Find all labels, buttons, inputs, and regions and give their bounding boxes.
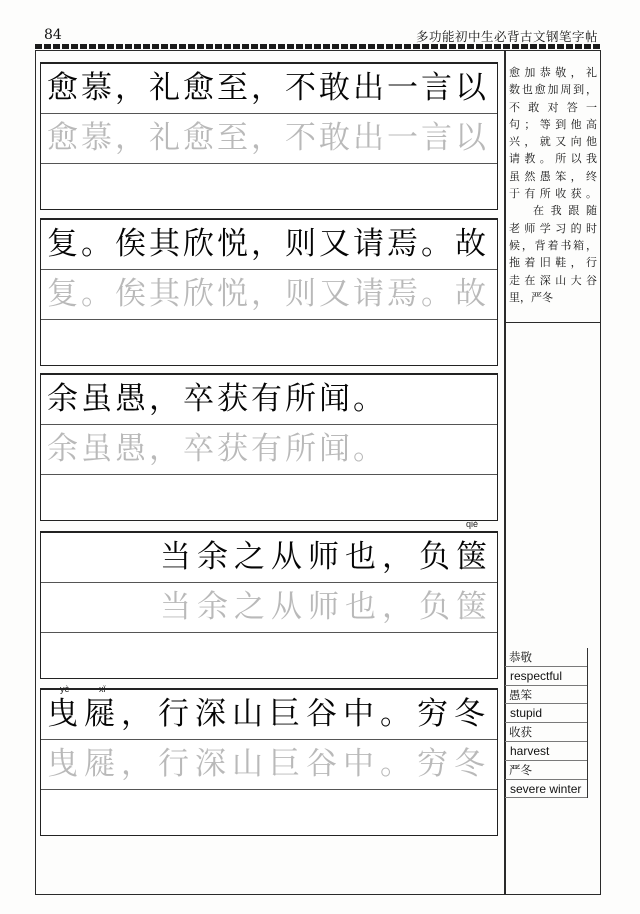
practice-block-3 — [40, 373, 498, 521]
trace-row: 复。俟其欣悦，则又请焉。故 — [41, 270, 497, 320]
practice-block-5 — [40, 684, 498, 836]
blank-practice-row — [41, 475, 497, 519]
glossary-definition: stupid — [505, 704, 587, 723]
translation-line: 数也愈加周到， — [509, 83, 597, 97]
pinyin-annotation: yè — [60, 684, 70, 694]
practice-block-2 — [40, 218, 498, 366]
blank-practice-row — [41, 633, 497, 677]
model-row: 愈慕，礼愈至，不敢出一言以 — [41, 64, 497, 114]
translation-line: 里，严冬 — [509, 290, 553, 304]
translation-line: 拖着旧鞋，行 — [509, 256, 597, 270]
glossary-term: 严冬 — [505, 761, 587, 780]
translation-sidebar — [509, 64, 597, 306]
trace-row: 余虽愚，卒获有所闻。 — [41, 425, 497, 475]
translation-line: 于有所收获。 — [509, 187, 597, 201]
translation-line: 愈加恭敬，礼 — [509, 66, 597, 79]
glossary-definition: severe winter — [505, 780, 587, 799]
model-row: 复。俟其欣悦，则又请焉。故 — [41, 220, 497, 270]
translation-line: 候，背着书箱， — [509, 238, 597, 252]
running-title: 多功能初中生必背古文钢笔字帖 — [415, 29, 598, 44]
page-number: 84 — [44, 27, 62, 43]
translation-line: 请教。所以我 — [509, 152, 597, 166]
practice-block-4 — [40, 519, 498, 679]
blank-practice-row — [41, 164, 497, 208]
model-row: 余虽愚，卒获有所闻。 — [41, 375, 497, 425]
sidebar-rule — [505, 322, 600, 323]
trace-row: 曳屣，行深山巨谷中。穷冬 — [41, 740, 497, 790]
translation-line: 虽然愚笨，终 — [509, 169, 597, 183]
blank-practice-row — [41, 790, 497, 834]
translation-line: 句；等到他高 — [509, 117, 597, 131]
glossary-term: 收获 — [505, 723, 587, 742]
glossary-term: 愚笨 — [505, 686, 587, 705]
translation-line: 在我跟随 — [533, 204, 597, 218]
glossary-definition: harvest — [505, 742, 587, 761]
blank-practice-row — [41, 320, 497, 364]
glossary-term: 恭敬 — [505, 648, 587, 667]
model-row: 当余之从师也，负箧 — [41, 533, 497, 583]
trace-row: 愈慕，礼愈至，不敢出一言以 — [41, 114, 497, 164]
translation-line: 老师学习的时 — [509, 221, 597, 235]
practice-block-1 — [40, 62, 498, 210]
pinyin-annotation: qiè — [466, 519, 479, 529]
glossary — [505, 648, 588, 798]
decorative-border — [35, 44, 601, 49]
translation-line: 兴，就又向他 — [509, 135, 597, 149]
translation-line: 走在深山大谷 — [509, 273, 597, 287]
translation-line: 不敢对答一 — [509, 100, 597, 114]
model-row: 曳屣，行深山巨谷中。穷冬 — [41, 690, 497, 740]
pinyin-annotation: xǐ — [99, 684, 106, 694]
trace-row: 当余之从师也，负箧 — [41, 583, 497, 633]
glossary-definition: respectful — [505, 667, 587, 686]
